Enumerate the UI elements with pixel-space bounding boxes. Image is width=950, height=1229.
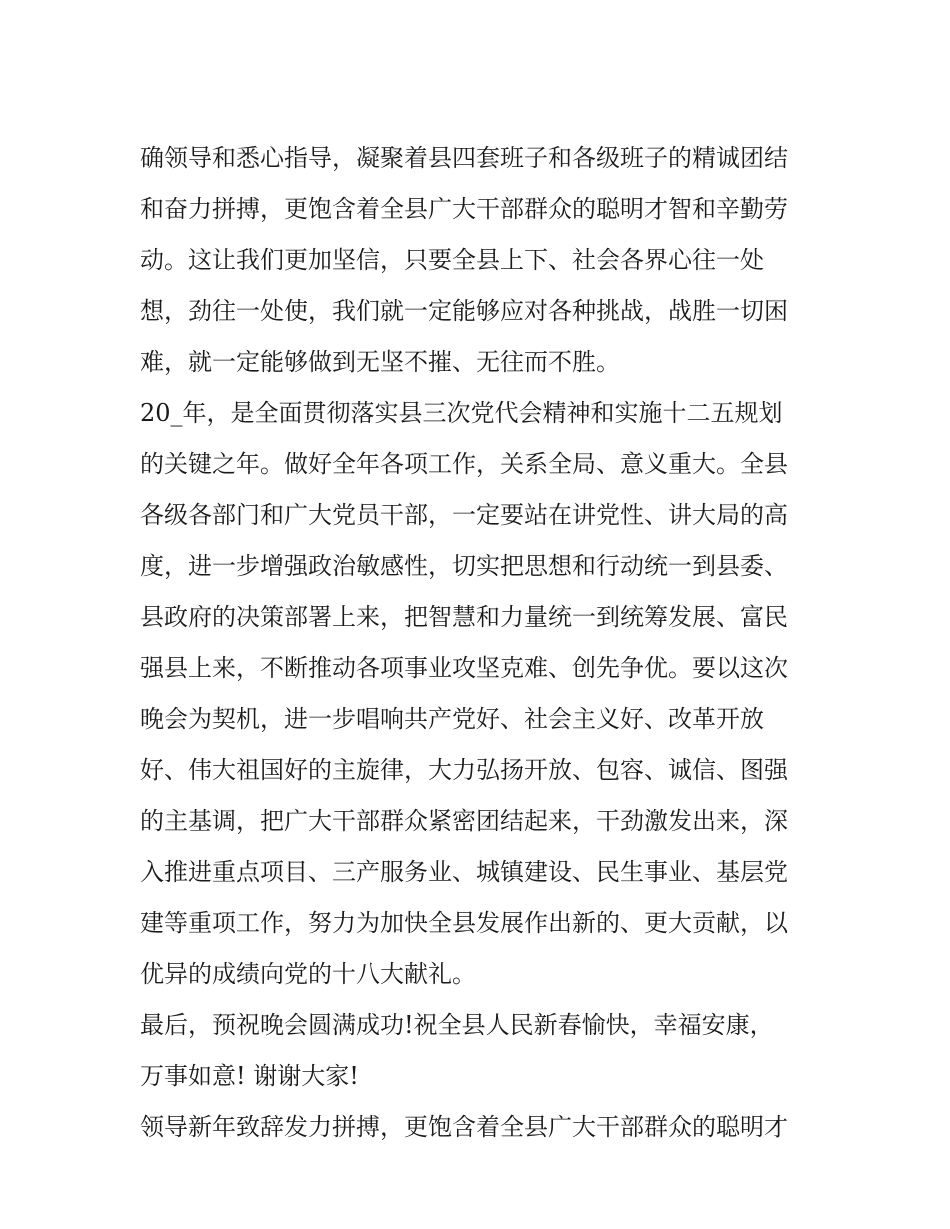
text-line: 最后，预祝晚会圆满成功!祝全县人民新春愉快，幸福安康， [140,1011,774,1039]
text-line: 万事如意! 谢谢大家! [140,1062,359,1090]
text-line: 好、伟大祖国好的主旋律，大力弘扬开放、包容、诚信、图强 [140,756,788,784]
text-line: 和奋力拼搏，更饱含着全县广大干部群众的聪明才智和辛勤劳 [140,195,788,223]
text-line: 入推进重点项目、三产服务业、城镇建设、民生事业、基层党 [140,858,788,886]
text-line: 建等重项工作，努力为加快全县发展作出新的、更大贡献，以 [140,909,788,937]
text-line: 动。这让我们更加坚信，只要全县上下、社会各界心往一处 [140,246,764,274]
text-line: 难，就一定能够做到无坚不摧、无往而不胜。 [140,348,620,376]
text-line: 县政府的决策部署上来，把智慧和力量统一到统筹发展、富民 [140,603,788,631]
text-line: 确领导和悉心指导，凝聚着县四套班子和各级班子的精诚团结 [140,144,788,172]
text-line: 的关键之年。做好全年各项工作，关系全局、意义重大。全县 [140,450,788,478]
text-line: 强县上来，不断推动各项事业攻坚克难、创先争优。要以这次 [140,654,788,682]
text-line: 度，进一步增强政治敏感性，切实把思想和行动统一到县委、 [140,552,788,580]
text-line: 晚会为契机，进一步唱响共产党好、社会主义好、改革开放 [140,705,764,733]
text-line: 的主基调，把广大干部群众紧密团结起来，干劲激发出来，深 [140,807,788,835]
text-line: 想，劲往一处使，我们就一定能够应对各种挑战，战胜一切困 [140,297,788,325]
text-line: 20_年，是全面贯彻落实县三次党代会精神和实施十二五规划 [140,399,783,427]
text-line: 各级各部门和广大党员干部，一定要站在讲党性、讲大局的高 [140,501,788,529]
text-line: 领导新年致辞发力拼搏，更饱含着全县广大干部群众的聪明才 [140,1113,788,1141]
text-line: 优异的成绩向党的十八大献礼。 [140,960,476,988]
